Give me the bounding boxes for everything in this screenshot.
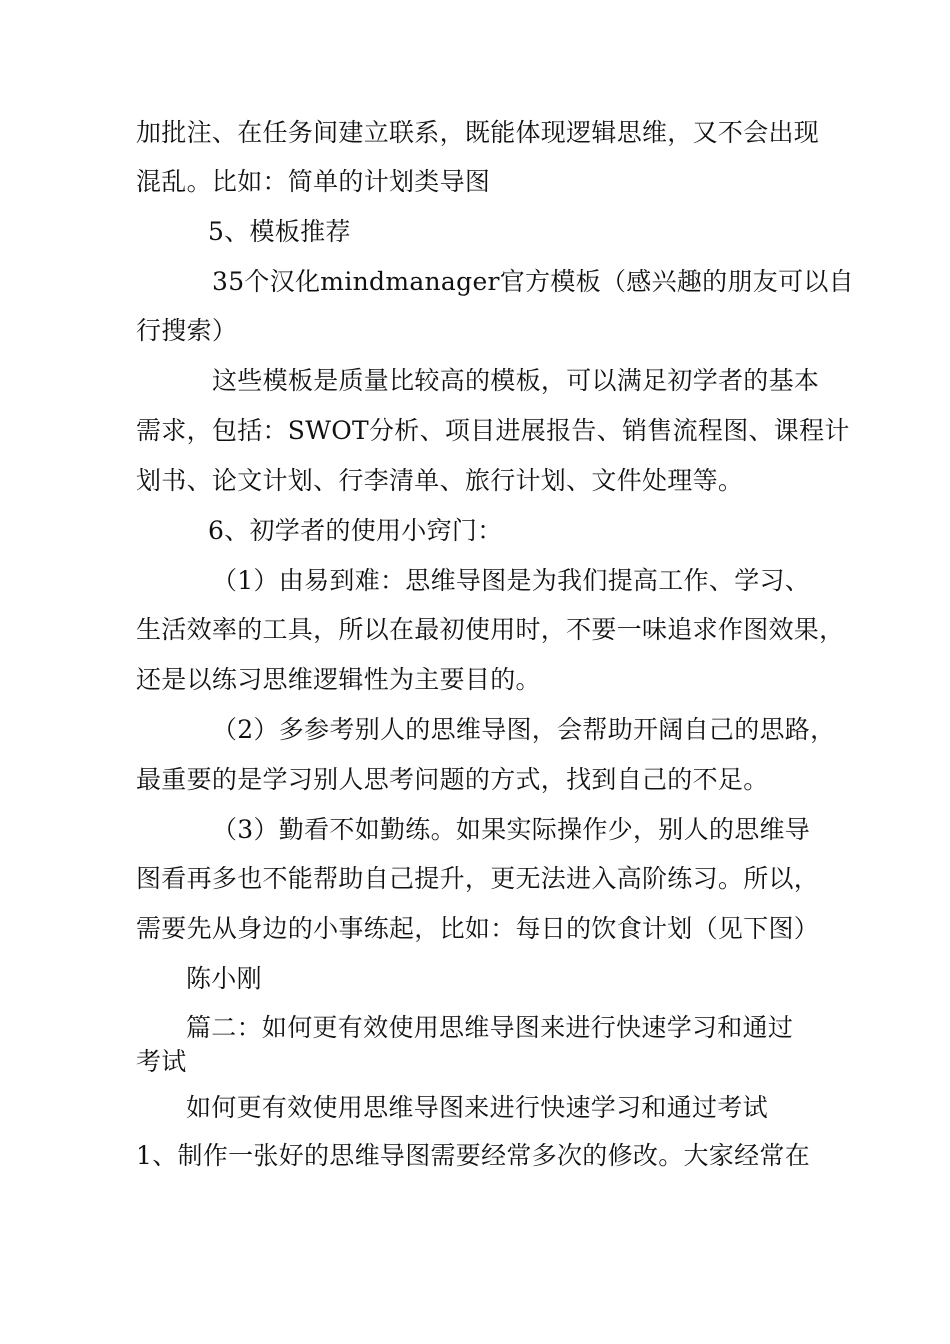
section-heading: 5、模板推荐 [208,217,351,246]
text-line: 最重要的是学习别人思考问题的方式，找到自己的不足。 [136,765,769,794]
text-line: 需要先从身边的小事练起，比如：每日的饮食计划（见下图） [136,914,820,943]
text-line: 划书、论文计划、行李清单、旅行计划、文件处理等。 [136,466,744,495]
author-name: 陈小刚 [186,964,262,993]
text-line: 混乱。比如：简单的计划类导图 [136,167,491,196]
text-line: 图看再多也不能帮助自己提升，更无法进入高阶练习。所以， [136,864,820,893]
chapter-title-continued: 考试 [136,1047,187,1076]
text-line: （1）由易到难：思维导图是为我们提高工作、学习、 [212,566,811,595]
text-line: 还是以练习思维逻辑性为主要目的。 [136,665,541,694]
text-line: 加批注、在任务间建立联系，既能体现逻辑思维，又不会出现 [136,118,820,147]
text-line: 生活效率的工具，所以在最初使用时，不要一味追求作图效果， [136,615,845,644]
chapter-title: 篇二：如何更有效使用思维导图来进行快速学习和通过 [186,1013,794,1042]
text-line: （3）勤看不如勤练。如果实际操作少，别人的思维导 [212,815,811,844]
text-line: （2）多参考别人的思维导图，会帮助开阔自己的思路， [212,715,836,744]
text-line: 需求，包括：SWOT分析、项目进展报告、销售流程图、课程计 [136,416,850,445]
text-line: 行搜索） [136,316,238,345]
subtitle: 如何更有效使用思维导图来进行快速学习和通过考试 [186,1093,768,1122]
text-line: 1、制作一张好的思维导图需要经常多次的修改。大家经常在 [136,1141,811,1170]
text-line: 35个汉化mindmanager官方模板（感兴趣的朋友可以自 [212,267,854,296]
text-line: 这些模板是质量比较高的模板，可以满足初学者的基本 [212,366,820,395]
section-heading: 6、初学者的使用小窍门： [208,516,503,545]
